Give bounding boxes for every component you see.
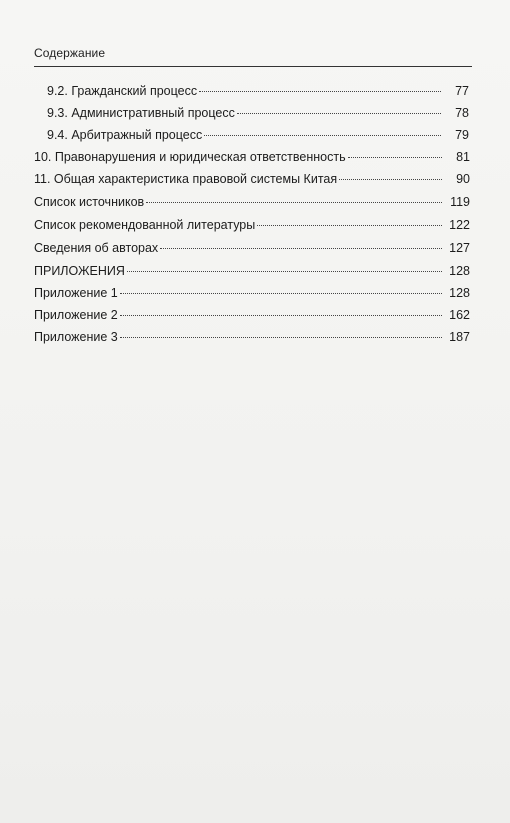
toc-leader-dots (339, 178, 442, 180)
toc-entry (34, 241, 470, 261)
toc-entry-page: 128 (449, 286, 470, 300)
toc-entry-page: 162 (449, 308, 470, 322)
toc-entry-page: 81 (456, 150, 470, 164)
toc-entry (47, 106, 469, 126)
toc-entry (47, 84, 469, 104)
toc-entry-page: 77 (455, 84, 469, 98)
toc-entry-label: ПРИЛОЖЕНИЯ (34, 264, 125, 278)
toc-entry-label: Список источников (34, 195, 145, 209)
toc-leader-dots (199, 90, 441, 92)
toc-entry-page: 78 (455, 106, 469, 120)
toc-entry (34, 286, 470, 306)
running-head: Содержание (34, 46, 106, 60)
toc-entry-label: 11. Общая характеристика правовой системы Китая (34, 172, 338, 186)
toc-entry-label: Сведения об авторах (34, 241, 159, 255)
toc-leader-dots (204, 134, 441, 136)
toc-entry-label: 9.2. Гражданский процесс (47, 84, 198, 98)
toc-leader-dots (257, 224, 442, 226)
toc-entry-label: Приложение 2 (34, 308, 118, 322)
toc-entry (34, 264, 470, 284)
toc-entry-label: Приложение 1 (34, 286, 118, 300)
toc-entry-page: 79 (455, 128, 469, 142)
toc-leader-dots (160, 247, 442, 249)
toc-entry (34, 308, 470, 328)
toc-entry-label: Список рекомендованной литературы (34, 218, 256, 232)
toc-entry (34, 172, 470, 192)
toc-leader-dots (120, 336, 442, 338)
toc-entry-page: 128 (449, 264, 470, 278)
toc-entry-page: 127 (449, 241, 470, 255)
toc-entry (34, 330, 470, 350)
toc-entry-label: 9.3. Административный процесс (47, 106, 235, 120)
toc-entry-label: 10. Правонарушения и юридическая ответственность (34, 150, 346, 164)
toc-leader-dots (237, 112, 441, 114)
toc-entry (34, 195, 470, 215)
toc-leader-dots (120, 292, 442, 294)
toc-entry-label: 9.4. Арбитражный процесс (47, 128, 203, 142)
toc-entry-label: Приложение 3 (34, 330, 118, 344)
toc-entry-page: 119 (450, 195, 470, 209)
toc-entry (47, 128, 469, 148)
toc-leader-dots (146, 201, 442, 203)
toc-entry (34, 218, 470, 238)
toc-entry-page: 90 (456, 172, 470, 186)
toc-entry-page: 187 (449, 330, 470, 344)
toc-leader-dots (348, 156, 442, 158)
header-rule (34, 66, 472, 67)
toc-entry-page: 122 (449, 218, 470, 232)
toc-entry (34, 150, 470, 170)
toc-leader-dots (120, 314, 442, 316)
toc-leader-dots (127, 270, 442, 272)
